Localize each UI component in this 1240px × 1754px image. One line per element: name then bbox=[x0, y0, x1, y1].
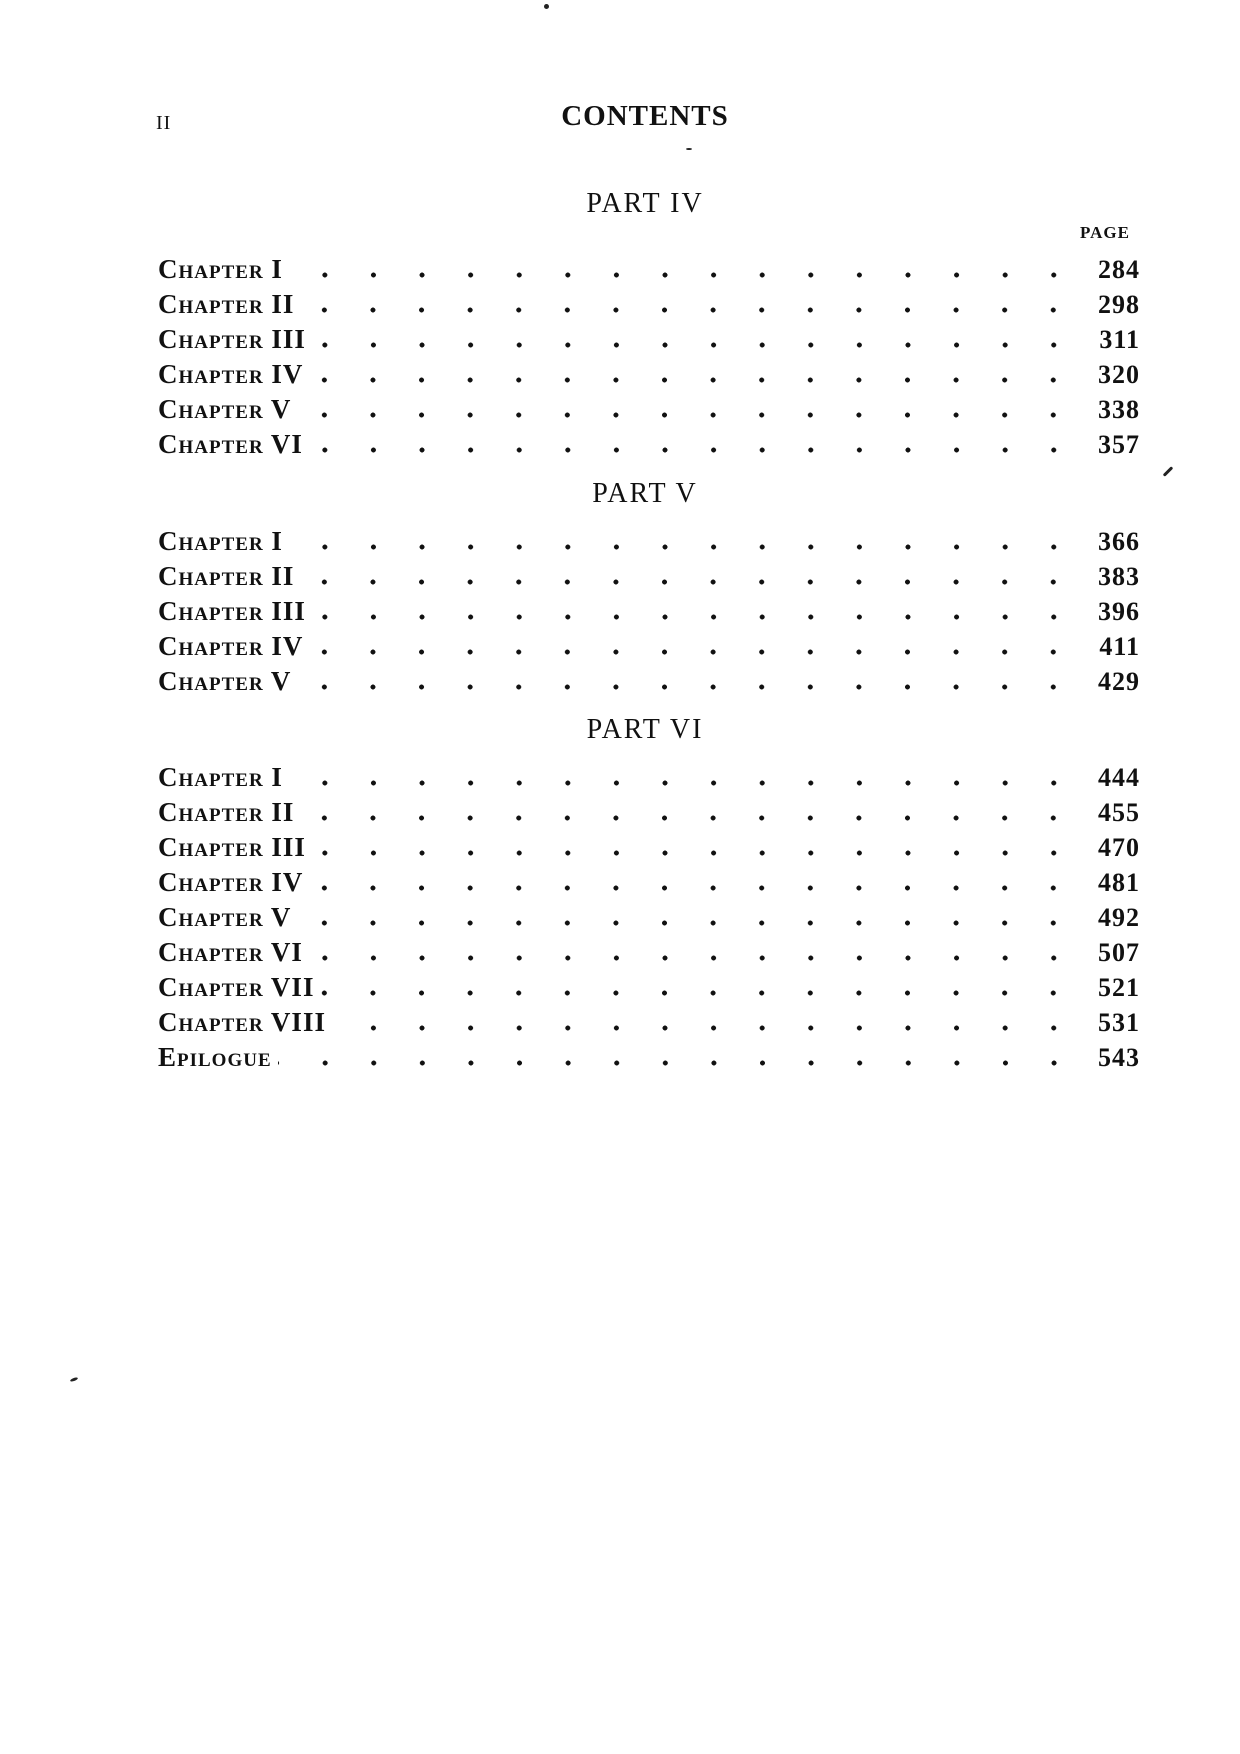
toc-entry-page: 481 bbox=[1098, 868, 1140, 897]
toc-entry-page: 455 bbox=[1098, 798, 1140, 827]
toc-entry-page: 444 bbox=[1098, 763, 1140, 792]
toc-entry-page: 521 bbox=[1098, 973, 1140, 1002]
toc-entry[interactable] bbox=[158, 425, 1140, 460]
page-number: II bbox=[156, 112, 172, 134]
toc-entry-label: Chapter III bbox=[158, 832, 312, 863]
toc-entry-page: 531 bbox=[1098, 1008, 1140, 1037]
toc-entry[interactable] bbox=[158, 968, 1140, 1003]
toc-entry-page: 470 bbox=[1098, 833, 1140, 862]
toc-entry-label: Chapter III bbox=[158, 596, 312, 627]
dot-leader bbox=[309, 884, 1078, 892]
toc-entry[interactable] bbox=[158, 592, 1140, 627]
toc-entry-page: 383 bbox=[1098, 562, 1140, 591]
dot-leader bbox=[300, 578, 1078, 586]
toc-entry[interactable] bbox=[158, 933, 1140, 968]
toc-entry[interactable] bbox=[158, 627, 1140, 662]
toc-entry[interactable] bbox=[158, 557, 1140, 592]
dot-leader bbox=[278, 1059, 1078, 1067]
scan-speck bbox=[544, 4, 549, 9]
toc-entry-label: Chapter III bbox=[158, 324, 312, 355]
dot-leader bbox=[297, 683, 1078, 691]
toc-section bbox=[158, 522, 1140, 697]
dot-leader bbox=[332, 1024, 1078, 1032]
toc-entry-label: Chapter V bbox=[158, 902, 297, 933]
toc-entry-page: 366 bbox=[1098, 527, 1140, 556]
toc-section bbox=[158, 758, 1140, 1073]
dot-leader bbox=[289, 271, 1078, 279]
dot-leader bbox=[312, 613, 1078, 621]
toc-entry[interactable] bbox=[158, 898, 1140, 933]
toc-entry-label: Chapter IV bbox=[158, 867, 309, 898]
toc-entry-label: Chapter I bbox=[158, 254, 289, 285]
scan-speck bbox=[686, 148, 692, 150]
toc-entry-label: Chapter VIII bbox=[158, 1007, 332, 1038]
toc-entry-page: 429 bbox=[1098, 667, 1140, 696]
page-column-label: PAGE bbox=[1080, 223, 1130, 242]
toc-entry-page: 357 bbox=[1098, 430, 1140, 459]
toc-entry-label: Chapter IV bbox=[158, 631, 309, 662]
dot-leader bbox=[297, 919, 1078, 927]
toc-entry-page: 298 bbox=[1098, 290, 1140, 319]
toc-entry-label: Chapter V bbox=[158, 666, 297, 697]
toc-section bbox=[158, 250, 1140, 460]
toc-entry[interactable] bbox=[158, 1038, 1140, 1073]
dot-leader bbox=[297, 411, 1078, 419]
dot-leader bbox=[309, 376, 1078, 384]
part-heading: PART IV bbox=[586, 188, 704, 219]
toc-entry-label: Chapter VI bbox=[158, 429, 309, 460]
dot-leader bbox=[289, 543, 1078, 551]
toc-entry-label: Chapter II bbox=[158, 797, 300, 828]
toc-entry[interactable] bbox=[158, 863, 1140, 898]
toc-entry-page: 543 bbox=[1098, 1043, 1140, 1072]
toc-entry-label: Chapter V bbox=[158, 394, 297, 425]
toc-entry-label: Chapter II bbox=[158, 561, 300, 592]
dot-leader bbox=[320, 989, 1078, 997]
toc-entry[interactable] bbox=[158, 390, 1140, 425]
dot-leader bbox=[312, 341, 1078, 349]
toc-entry[interactable] bbox=[158, 320, 1140, 355]
toc-entry[interactable] bbox=[158, 250, 1140, 285]
dot-leader bbox=[300, 814, 1078, 822]
toc-entry[interactable] bbox=[158, 662, 1140, 697]
toc-entry[interactable] bbox=[158, 285, 1140, 320]
toc-entry-page: 396 bbox=[1098, 597, 1140, 626]
scan-speck bbox=[70, 1377, 79, 1383]
toc-entry-label: Chapter VII bbox=[158, 972, 320, 1003]
dot-leader bbox=[300, 306, 1078, 314]
dot-leader bbox=[312, 849, 1078, 857]
toc-entry-page: 284 bbox=[1098, 255, 1140, 284]
toc-entry[interactable] bbox=[158, 355, 1140, 390]
toc-entry[interactable] bbox=[158, 758, 1140, 793]
toc-entry-page: 411 bbox=[1099, 632, 1140, 661]
toc-entry-label: Chapter I bbox=[158, 526, 289, 557]
part-heading: PART V bbox=[592, 478, 698, 509]
toc-entry[interactable] bbox=[158, 793, 1140, 828]
toc-entry-page: 492 bbox=[1098, 903, 1140, 932]
toc-entry-page: 311 bbox=[1099, 325, 1140, 354]
scan-speck bbox=[1163, 466, 1174, 477]
part-heading: PART VI bbox=[586, 714, 704, 745]
toc-entry-label: Chapter II bbox=[158, 289, 300, 320]
toc-entry-page: 320 bbox=[1098, 360, 1140, 389]
toc-entry[interactable] bbox=[158, 522, 1140, 557]
dot-leader bbox=[289, 779, 1078, 787]
toc-entry-label: Chapter I bbox=[158, 762, 289, 793]
toc-entry[interactable] bbox=[158, 1003, 1140, 1038]
toc-entry-label: Chapter VI bbox=[158, 937, 309, 968]
toc-entry-page: 507 bbox=[1098, 938, 1140, 967]
toc-entry-label: Epilogue bbox=[158, 1042, 278, 1073]
dot-leader bbox=[309, 446, 1078, 454]
toc-entry-label: Chapter IV bbox=[158, 359, 309, 390]
dot-leader bbox=[309, 648, 1078, 656]
toc-entry-page: 338 bbox=[1098, 395, 1140, 424]
toc-entry[interactable] bbox=[158, 828, 1140, 863]
dot-leader bbox=[309, 954, 1078, 962]
page-title: CONTENTS bbox=[561, 100, 729, 132]
